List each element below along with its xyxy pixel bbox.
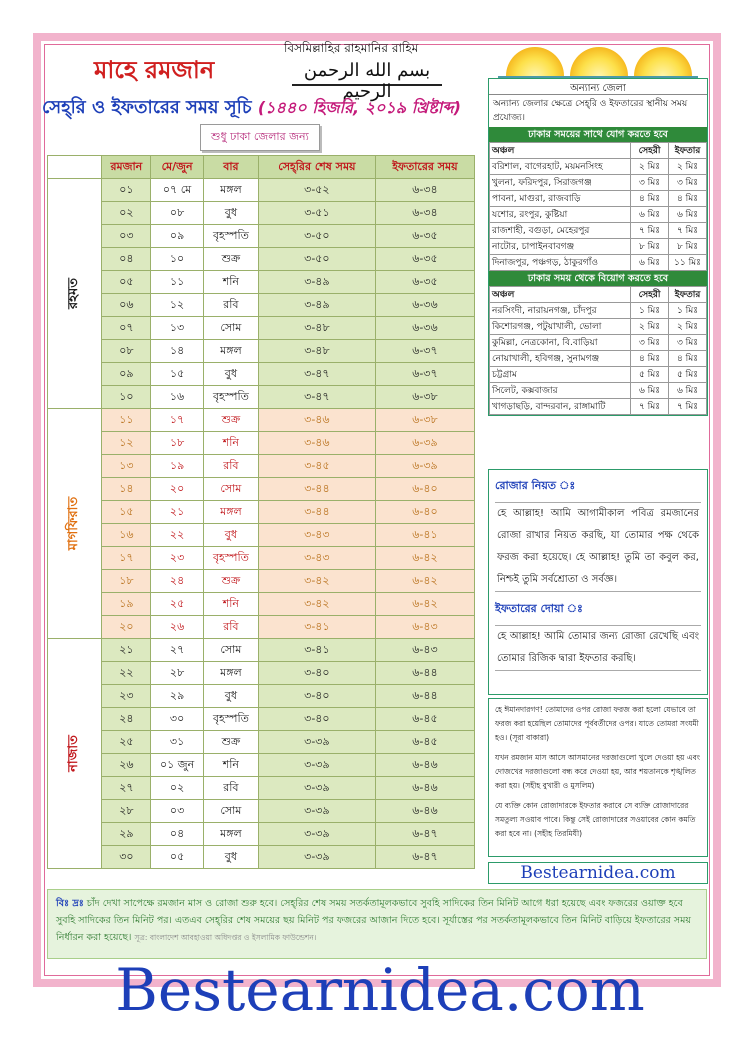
table-cell: ০৯ — [151, 225, 204, 248]
table-cell: ২৩ — [102, 685, 151, 708]
table-cell: ২৫ — [102, 731, 151, 754]
table-cell: ৬-৪৭ — [375, 823, 474, 846]
table-cell: ৬-৪৪ — [375, 662, 474, 685]
table-row — [48, 823, 475, 846]
table-row — [48, 524, 475, 547]
table-cell: ০৮ — [151, 202, 204, 225]
table-cell: ১৭ — [151, 409, 204, 432]
table-cell: বৃহস্পতি — [203, 386, 258, 409]
table-cell: শুক্র — [203, 248, 258, 271]
table-cell: ৩-৪৩ — [258, 524, 375, 547]
niyat-title: রোজার নিয়ত ঃ — [495, 479, 576, 492]
other-districts-panel — [488, 78, 708, 416]
table-cell: বৃহস্পতি — [203, 225, 258, 248]
sun-icon — [634, 47, 692, 77]
table-cell: ৩-৫০ — [258, 225, 375, 248]
table-cell: ৬-৩৬ — [375, 317, 474, 340]
table-cell: ৬ মিঃ — [669, 383, 707, 399]
iftar-dua-text: হে আল্লাহ! আমি তোমার জন্য রোজা রেখেছি এবং তোমার রিজিক দ্বারা ইফতার করছি। — [495, 625, 701, 671]
table-cell: ৪ মিঃ — [631, 191, 669, 207]
table-cell: ৩ মিঃ — [631, 175, 669, 191]
table-cell: ৬-৩৪ — [375, 202, 474, 225]
table-cell: ২ মিঃ — [631, 319, 669, 335]
table-cell: ৩-৪৯ — [258, 294, 375, 317]
table-cell: নরসিংদী, নারায়নগঞ্জ, চাঁদপুর — [490, 303, 631, 319]
table-cell: ২ মিঃ — [669, 319, 707, 335]
table-cell: নাটোর, চাপাইনবাবগঞ্জ — [490, 239, 631, 255]
table-cell: রবি — [203, 294, 258, 317]
table-row — [48, 639, 475, 662]
other-districts-heading: অন্যান্য জেলা — [570, 83, 626, 94]
table-cell: শুক্র — [203, 570, 258, 593]
table-cell: বুধ — [203, 685, 258, 708]
table-cell: ৩১ — [151, 731, 204, 754]
footnote-box — [47, 889, 707, 959]
table-cell: ২ মিঃ — [631, 159, 669, 175]
table-cell: ৩ মিঃ — [669, 335, 707, 351]
table-cell: ৭ মিঃ — [669, 223, 707, 239]
table-cell: ৩-৪২ — [258, 593, 375, 616]
table-cell: ৭ মিঃ — [669, 399, 707, 415]
table-row — [48, 317, 475, 340]
add-time-bar: ঢাকার সময়ের সাথে যোগ করতে হবে — [489, 127, 707, 142]
table-row — [490, 303, 707, 319]
table-cell: ২ মিঃ — [669, 159, 707, 175]
table-cell: ৬-৪১ — [375, 524, 474, 547]
table-cell: মঙ্গল — [203, 340, 258, 363]
table-cell: ০৬ — [102, 294, 151, 317]
table-cell: মঙ্গল — [203, 501, 258, 524]
table-cell: শনি — [203, 432, 258, 455]
table-cell: ৮ মিঃ — [631, 239, 669, 255]
table-cell: ১৯ — [102, 593, 151, 616]
table-cell: ১৯ — [151, 455, 204, 478]
table-cell: মঙ্গল — [203, 662, 258, 685]
table-cell: ৬-৪২ — [375, 593, 474, 616]
table-cell: ১৭ — [102, 547, 151, 570]
table-cell: ১৫ — [102, 501, 151, 524]
table-cell: শনি — [203, 754, 258, 777]
column-header: ইফতার — [669, 143, 707, 159]
table-row — [490, 351, 707, 367]
hadith-panel — [488, 698, 708, 857]
table-cell: ৬-৪৫ — [375, 708, 474, 731]
table-cell: ২২ — [151, 524, 204, 547]
table-cell: যশোর, রংপুর, কুষ্টিয়া — [490, 207, 631, 223]
table-cell: ১১ — [102, 409, 151, 432]
table-row — [48, 409, 475, 432]
table-row — [48, 777, 475, 800]
group-label-text: রহমত — [66, 278, 82, 309]
table-cell: ৬-৩৯ — [375, 432, 474, 455]
iftar-dua-title: ইফতারের দোয়া ঃ — [495, 602, 583, 615]
table-cell: ২৭ — [151, 639, 204, 662]
table-row — [490, 399, 707, 415]
table-row — [48, 800, 475, 823]
table-cell: ২২ — [102, 662, 151, 685]
table-cell: ৪ মিঃ — [631, 351, 669, 367]
table-cell: বৃহস্পতি — [203, 708, 258, 731]
table-cell: ৬-৪৬ — [375, 754, 474, 777]
table-cell: ৩-৩৯ — [258, 731, 375, 754]
footnote-text: চাঁদ দেখা সাপেক্ষে রমজান মাস ও রোজা শুরু হবে। সেহ্‌রির শেষ সময় সতর্কতামূলকভাবে সুবহি সাদিকের তিন মিনিট আগে ধরা হয়েছে এবং ফজরের ওয়াক্ত হবে সুবহি সাদিকের তিন মিনিট পর। এতএব সেহ্‌রির শেষ সময়ের ছয় মিনিট পর ফজরের আজান দিতে হবে। সূর্যাস্তের পর সতর্কতামূলকভাবে তিন মিনিট বাড়িয়ে ইফতারের সময় নির্ধারন করা হয়েছে। — [56, 898, 691, 943]
table-cell: ৬-৩৮ — [375, 409, 474, 432]
table-cell: ১২ — [151, 294, 204, 317]
table-cell: বৃহস্পতি — [203, 547, 258, 570]
year-text: (১৪৪০ হিজরি, ২০১৯ খ্রিষ্টাব্দ) — [257, 98, 461, 117]
table-row — [48, 248, 475, 271]
column-header: ইফতারের সময় — [375, 156, 474, 179]
table-cell: ৩০ — [151, 708, 204, 731]
table-cell: ৩-৪১ — [258, 616, 375, 639]
table-cell: ৩-৪০ — [258, 662, 375, 685]
table-cell: খাগড়াছড়ি, বান্দরবান, রাঙ্গামাটি — [490, 399, 631, 415]
table-cell: ৩-৪৪ — [258, 501, 375, 524]
hadith-item: যে ব্যক্তি কোন রোজাদারকে ইফতার করাবে সে ব্যক্তি রোজাদারের সমতুল্য সওয়াব পাবে। কিন্তু সেই রোজাদারের সওয়াবের কোন কমতি করা হবে না। (সহীহ তিরমিযী) — [495, 801, 696, 838]
table-cell: ৬-৩৯ — [375, 455, 474, 478]
table-cell: ০৫ — [102, 271, 151, 294]
table-cell: ৬-৩৮ — [375, 386, 474, 409]
page-subtitle — [42, 93, 461, 124]
table-cell: ৬-৪৭ — [375, 846, 474, 869]
table-cell: রবি — [203, 777, 258, 800]
table-cell: ১৩ — [102, 455, 151, 478]
table-row — [48, 501, 475, 524]
table-cell: ১৬ — [102, 524, 151, 547]
table-cell: ৩-৪০ — [258, 708, 375, 731]
table-cell: ২৭ — [102, 777, 151, 800]
table-cell: পাবনা, মাগুরা, রাজবাড়ি — [490, 191, 631, 207]
table-row — [48, 432, 475, 455]
group-label — [48, 639, 102, 869]
table-header-row — [48, 156, 475, 179]
table-cell: মঙ্গল — [203, 823, 258, 846]
subtract-time-table — [489, 286, 707, 415]
table-cell: দিনাজপুর, পঞ্চগড়, ঠাকুরগাঁও — [490, 255, 631, 271]
sun-icon — [506, 47, 564, 77]
table-cell: ৪ মিঃ — [669, 191, 707, 207]
table-cell: ৭ মিঃ — [631, 223, 669, 239]
table-cell: ৩-৪৭ — [258, 363, 375, 386]
table-cell: ৬-৪৬ — [375, 800, 474, 823]
other-districts-text: অন্যান্য জেলার ক্ষেত্রে সেহ্‌রি ও ইফতারের স্থানীয় সময় প্রযোজ্য। — [489, 94, 707, 127]
table-cell: ১৪ — [151, 340, 204, 363]
website-brand-small: Bestearnidea.com — [488, 862, 708, 884]
add-time-table — [489, 142, 707, 271]
subtract-time-bar: ঢাকার সময় থেকে বিয়োগ করতে হবে — [489, 271, 707, 286]
table-cell: সোম — [203, 800, 258, 823]
table-cell: ৬-৪৬ — [375, 777, 474, 800]
table-row — [48, 593, 475, 616]
table-cell: ১২ — [102, 432, 151, 455]
table-cell: ১৪ — [102, 478, 151, 501]
footnote-label: বিঃ দ্রঃ — [56, 898, 84, 909]
table-cell: ৩-৩৯ — [258, 754, 375, 777]
table-cell: চট্টগ্রাম — [490, 367, 631, 383]
table-cell: ১ মিঃ — [631, 303, 669, 319]
table-cell: ০৯ — [102, 363, 151, 386]
dua-panel — [488, 469, 708, 695]
table-cell: ০৫ — [151, 846, 204, 869]
source-text: সূত্র: বাংলাদেশ আবহাওয়া অধিদপ্তর ও ইসলামিক ফাউন্ডেশন। — [134, 933, 317, 942]
column-header: রমজান — [102, 156, 151, 179]
table-row — [48, 708, 475, 731]
table-cell: ২৫ — [151, 593, 204, 616]
table-row — [48, 363, 475, 386]
table-row — [490, 159, 707, 175]
table-cell: ০৪ — [151, 823, 204, 846]
table-cell: বরিশাল, বাগেরহাট, ময়মনসিংহ — [490, 159, 631, 175]
table-cell: ০৭ — [102, 317, 151, 340]
table-cell: সোম — [203, 639, 258, 662]
table-cell: ৬ মিঃ — [631, 207, 669, 223]
page-title: মাহে রমজান — [94, 56, 215, 84]
table-cell: ২০ — [102, 616, 151, 639]
table-cell: রবি — [203, 455, 258, 478]
table-cell: ০৮ — [102, 340, 151, 363]
column-header: মে/জুন — [151, 156, 204, 179]
table-cell: বুধ — [203, 524, 258, 547]
table-cell: ৬-৪৩ — [375, 639, 474, 662]
table-cell: ৩-৪৬ — [258, 432, 375, 455]
table-cell: ৩ মিঃ — [669, 175, 707, 191]
table-cell: ১ মিঃ — [669, 303, 707, 319]
table-cell: ৬-৩৫ — [375, 248, 474, 271]
table-cell: ৬-৪০ — [375, 501, 474, 524]
table-cell: ৬-৩৭ — [375, 363, 474, 386]
table-cell: ৩-৪৩ — [258, 547, 375, 570]
niyat-text: হে আল্লাহ! আমি আগামীকাল পবিত্র রমজানের রোজা রাখার নিয়ত করছি, যা তোমার পক্ষ থেকে ফরজ করা হয়েছে। হে আল্লাহ! তুমি তা কবুল কর, নিশ্চই তুমি সর্বশ্রোতা ও সর্বজ্ঞ। — [495, 502, 701, 592]
subtitle-text: সেহ্‌রি ও ইফতারের সময় সূচি — [42, 97, 252, 118]
table-row — [48, 662, 475, 685]
table-row — [48, 340, 475, 363]
table-cell: ১৩ — [151, 317, 204, 340]
sunrise-illustration — [498, 43, 698, 79]
table-cell: রবি — [203, 616, 258, 639]
table-row — [48, 478, 475, 501]
arabic-calligraphy: بسم الله الرحمن الرحيم — [292, 60, 442, 86]
table-row — [48, 754, 475, 777]
table-cell: ৩-৪২ — [258, 570, 375, 593]
table-cell: খুলনা, ফরিদপুর, সিরাজগঞ্জ — [490, 175, 631, 191]
table-cell: ৬ মিঃ — [669, 207, 707, 223]
table-cell: ৬-৩৬ — [375, 294, 474, 317]
table-cell: বুধ — [203, 202, 258, 225]
table-cell: ০৩ — [151, 800, 204, 823]
table-row — [490, 383, 707, 399]
table-cell: ৩-৩৯ — [258, 846, 375, 869]
table-cell: ৬-৩৭ — [375, 340, 474, 363]
schedule-table — [47, 155, 475, 869]
table-cell: সিলেট, কক্সবাজার — [490, 383, 631, 399]
group-label-text: নাজাত — [66, 735, 82, 772]
table-cell: ২৮ — [151, 662, 204, 685]
table-row — [48, 179, 475, 202]
table-row — [48, 685, 475, 708]
table-cell: ৩-৫২ — [258, 179, 375, 202]
table-cell: ৬-৪৫ — [375, 731, 474, 754]
column-header: অঞ্চল — [490, 287, 631, 303]
table-cell: ১৮ — [102, 570, 151, 593]
table-row — [490, 367, 707, 383]
table-cell: ১১ — [151, 271, 204, 294]
table-cell: ২৪ — [151, 570, 204, 593]
hadith-item: যখন রমজান মাস আসে আসমানের দরজাগুলো খুলে দেওয়া হয় এবং দোজখের দরজাগুলো বন্ধ করে দেওয়া হয়, আর শয়তানকে শৃঙ্খলিত করা হয়। (সহীহ বুখারী ও মুসলিম) — [495, 753, 700, 790]
table-cell: ৮ মিঃ — [669, 239, 707, 255]
table-cell: ৭ মিঃ — [631, 399, 669, 415]
table-row — [490, 223, 707, 239]
table-cell: ৬-৪২ — [375, 547, 474, 570]
hadith-item: হে ঈমানদারগণ! তোমাদের ওপর রোজা ফরজ করা হলো যেভাবে তা ফরজ করা হয়েছিল তোমাদের পূর্ববর্তীদের ওপর। যাতে তোমরা সংযমী হও। (সূরা বাকারা) — [495, 705, 699, 742]
column-header: বার — [203, 156, 258, 179]
table-cell: ০২ — [151, 777, 204, 800]
table-cell: ৬-৩৫ — [375, 271, 474, 294]
table-cell: রাজশাহী, বগুড়া, মেহেরপুর — [490, 223, 631, 239]
table-row — [48, 202, 475, 225]
table-cell: ১১ মিঃ — [669, 255, 707, 271]
table-cell: ৩-৪৮ — [258, 317, 375, 340]
table-row — [48, 547, 475, 570]
table-cell: ৫ মিঃ — [631, 367, 669, 383]
table-cell: ৩-৪৭ — [258, 386, 375, 409]
table-cell: বুধ — [203, 846, 258, 869]
table-cell: ২১ — [151, 501, 204, 524]
table-cell: ৩০ — [102, 846, 151, 869]
table-cell: সোম — [203, 478, 258, 501]
dhaka-only-badge: শুধু ঢাকা জেলার জন্য — [200, 124, 320, 151]
table-cell: ১০ — [102, 386, 151, 409]
table-cell: সোম — [203, 317, 258, 340]
table-row — [490, 239, 707, 255]
table-cell: ২৮ — [102, 800, 151, 823]
group-label-text: মাগফিরাত — [66, 496, 82, 551]
column-header: সেহরী — [631, 143, 669, 159]
table-cell: ০২ — [102, 202, 151, 225]
table-cell: ২৪ — [102, 708, 151, 731]
table-row — [490, 207, 707, 223]
column-header: অঞ্চল — [490, 143, 631, 159]
table-cell: কুমিল্লা, নেত্রকোনা, বি.বাড়িয়া — [490, 335, 631, 351]
table-cell: ১৬ — [151, 386, 204, 409]
table-cell: ১০ — [151, 248, 204, 271]
table-cell: ৬-৪৩ — [375, 616, 474, 639]
table-cell: ৬ মিঃ — [631, 255, 669, 271]
table-cell: মঙ্গল — [203, 179, 258, 202]
table-cell: ৩-৪০ — [258, 685, 375, 708]
table-cell: ৫ মিঃ — [669, 367, 707, 383]
table-cell: ২০ — [151, 478, 204, 501]
sun-icon — [570, 47, 628, 77]
table-cell: ৩-৪৫ — [258, 455, 375, 478]
table-row — [48, 570, 475, 593]
table-cell: ১৮ — [151, 432, 204, 455]
table-cell: ৩-৪৪ — [258, 478, 375, 501]
table-row — [490, 175, 707, 191]
table-row — [48, 731, 475, 754]
table-cell: ০৪ — [102, 248, 151, 271]
table-row — [48, 294, 475, 317]
table-cell: ৩-৫০ — [258, 248, 375, 271]
table-cell: শুক্র — [203, 409, 258, 432]
table-cell: ০১ — [102, 179, 151, 202]
group-header-cell — [48, 156, 102, 179]
table-cell: ২৩ — [151, 547, 204, 570]
table-cell: ৩-৪৬ — [258, 409, 375, 432]
table-cell: নোয়াখালী, হবিগঞ্জ, সুনামগঞ্জ — [490, 351, 631, 367]
table-cell: ২৬ — [102, 754, 151, 777]
table-cell: কিশোরগঞ্জ, পটুয়াখালী, ভোলা — [490, 319, 631, 335]
table-cell: শুক্র — [203, 731, 258, 754]
table-cell: ৩ মিঃ — [631, 335, 669, 351]
table-cell: শনি — [203, 271, 258, 294]
column-header: সেহরী — [631, 287, 669, 303]
table-cell: ৩-৩৯ — [258, 823, 375, 846]
table-row — [48, 386, 475, 409]
bismillah-text: বিসমিল্লাহির রাহমানির রাহিম — [284, 41, 419, 55]
table-row — [48, 616, 475, 639]
table-cell: ৬-৪৪ — [375, 685, 474, 708]
table-cell: ০৩ — [102, 225, 151, 248]
table-cell: ২৬ — [151, 616, 204, 639]
column-header: সেহ্‌রির শেষ সময় — [258, 156, 375, 179]
table-cell: ৬-৪২ — [375, 570, 474, 593]
table-cell: ৩-৪৯ — [258, 271, 375, 294]
column-header: ইফতার — [669, 287, 707, 303]
table-row — [48, 225, 475, 248]
table-cell: ৬-৪০ — [375, 478, 474, 501]
table-cell: ০১ জুন — [151, 754, 204, 777]
table-row — [490, 255, 707, 271]
table-row — [490, 335, 707, 351]
table-row — [48, 455, 475, 478]
table-row — [48, 846, 475, 869]
table-cell: ৬ মিঃ — [631, 383, 669, 399]
table-cell: ৩-৩৯ — [258, 777, 375, 800]
table-cell: বুধ — [203, 363, 258, 386]
website-brand-large: Bestearnidea.com — [115, 956, 645, 1024]
table-cell: ৬-৩৪ — [375, 179, 474, 202]
table-row — [490, 319, 707, 335]
group-label — [48, 409, 102, 639]
group-label — [48, 179, 102, 409]
table-cell: ২১ — [102, 639, 151, 662]
table-cell: ৩-৪১ — [258, 639, 375, 662]
table-cell: ২৯ — [102, 823, 151, 846]
table-cell: ২৯ — [151, 685, 204, 708]
table-cell: ০৭ মে — [151, 179, 204, 202]
table-row — [490, 191, 707, 207]
table-cell: ৪ মিঃ — [669, 351, 707, 367]
table-cell: ৬-৩৫ — [375, 225, 474, 248]
table-row — [48, 271, 475, 294]
table-cell: ৩-৩৯ — [258, 800, 375, 823]
table-cell: ৩-৫১ — [258, 202, 375, 225]
table-cell: শনি — [203, 593, 258, 616]
table-cell: ১৫ — [151, 363, 204, 386]
table-cell: ৩-৪৮ — [258, 340, 375, 363]
